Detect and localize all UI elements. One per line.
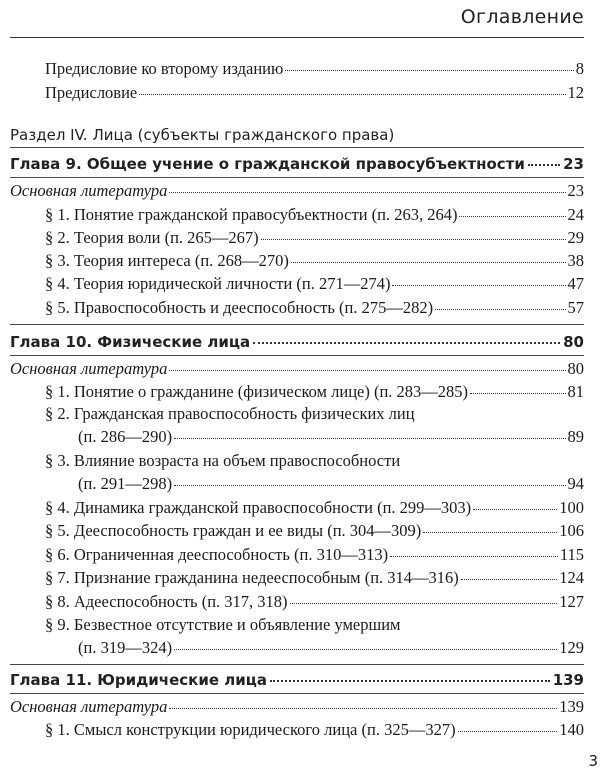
chapter-heading-10[interactable]: Глава 10. Физические лица 80 bbox=[10, 333, 584, 351]
title-rule bbox=[10, 37, 584, 38]
toc-entry-literature[interactable]: Основная литература 23 bbox=[10, 181, 584, 200]
divider bbox=[10, 177, 584, 178]
toc-entry[interactable]: § 9. Безвестное отсутствие и объявление умершим bbox=[45, 615, 401, 634]
divider bbox=[10, 693, 584, 694]
divider bbox=[10, 147, 584, 148]
chapter-heading-11[interactable]: Глава 11. Юридические лица 139 bbox=[10, 671, 584, 689]
divider bbox=[10, 324, 584, 325]
page-title: Оглавление bbox=[460, 6, 584, 28]
toc-entry-continuation[interactable]: (п. 286—290) 89 bbox=[78, 427, 584, 446]
chapter-heading-9[interactable]: Глава 9. Общее учение о гражданской правосубъектности 23 bbox=[10, 155, 584, 173]
toc-entry-preface[interactable]: Предисловие 12 bbox=[45, 83, 584, 102]
divider bbox=[10, 664, 584, 665]
toc-entry[interactable]: § 5. Дееспособность граждан и ее виды (п. 304—309) 106 bbox=[45, 521, 584, 540]
section-heading[interactable]: Раздел IV. Лица (субъекты гражданского права) bbox=[10, 126, 395, 144]
toc-entry[interactable]: § 1. Понятие гражданской правосубъектности (п. 263, 264) 24 bbox=[45, 205, 584, 224]
toc-entry[interactable]: § 2. Теория воли (п. 265—267) 29 bbox=[45, 228, 584, 247]
toc-entry-literature[interactable]: Основная литература 139 bbox=[10, 697, 584, 716]
toc-entry[interactable]: § 7. Признание гражданина недееспособным (п. 314—316) 124 bbox=[45, 568, 584, 587]
toc-entry-continuation[interactable]: (п. 319—324) 129 bbox=[78, 638, 584, 657]
toc-entry[interactable]: § 2. Гражданская правоспособность физических лиц bbox=[45, 404, 415, 423]
toc-entry[interactable]: § 6. Ограниченная дееспособность (п. 310—313) 115 bbox=[45, 545, 584, 564]
toc-entry-continuation[interactable]: (п. 291—298) 94 bbox=[78, 474, 584, 493]
page-number: 3 bbox=[588, 752, 598, 770]
toc-entry[interactable]: § 8. Адееспособность (п. 317, 318) 127 bbox=[45, 592, 584, 611]
divider bbox=[10, 355, 584, 356]
toc-entry[interactable]: § 5. Правоспособность и дееспособность (п. 275—282) 57 bbox=[45, 298, 584, 317]
toc-entry[interactable]: § 4. Динамика гражданской правоспособности (п. 299—303) 100 bbox=[45, 498, 584, 517]
toc-entry[interactable]: § 3. Влияние возраста на объем правоспособности bbox=[45, 451, 401, 470]
toc-entry-preface-second-edition[interactable]: Предисловие ко второму изданию 8 bbox=[45, 59, 584, 78]
toc-entry[interactable]: § 1. Смысл конструкции юридического лица (п. 325—327) 140 bbox=[45, 720, 584, 739]
toc-entry[interactable]: § 1. Понятие о гражданине (физическом лице) (п. 283—285) 81 bbox=[45, 382, 584, 401]
toc-entry-literature[interactable]: Основная литература 80 bbox=[10, 359, 584, 378]
toc-entry[interactable]: § 4. Теория юридической личности (п. 271—274) 47 bbox=[45, 274, 584, 293]
toc-entry[interactable]: § 3. Теория интереса (п. 268—270) 38 bbox=[45, 251, 584, 270]
